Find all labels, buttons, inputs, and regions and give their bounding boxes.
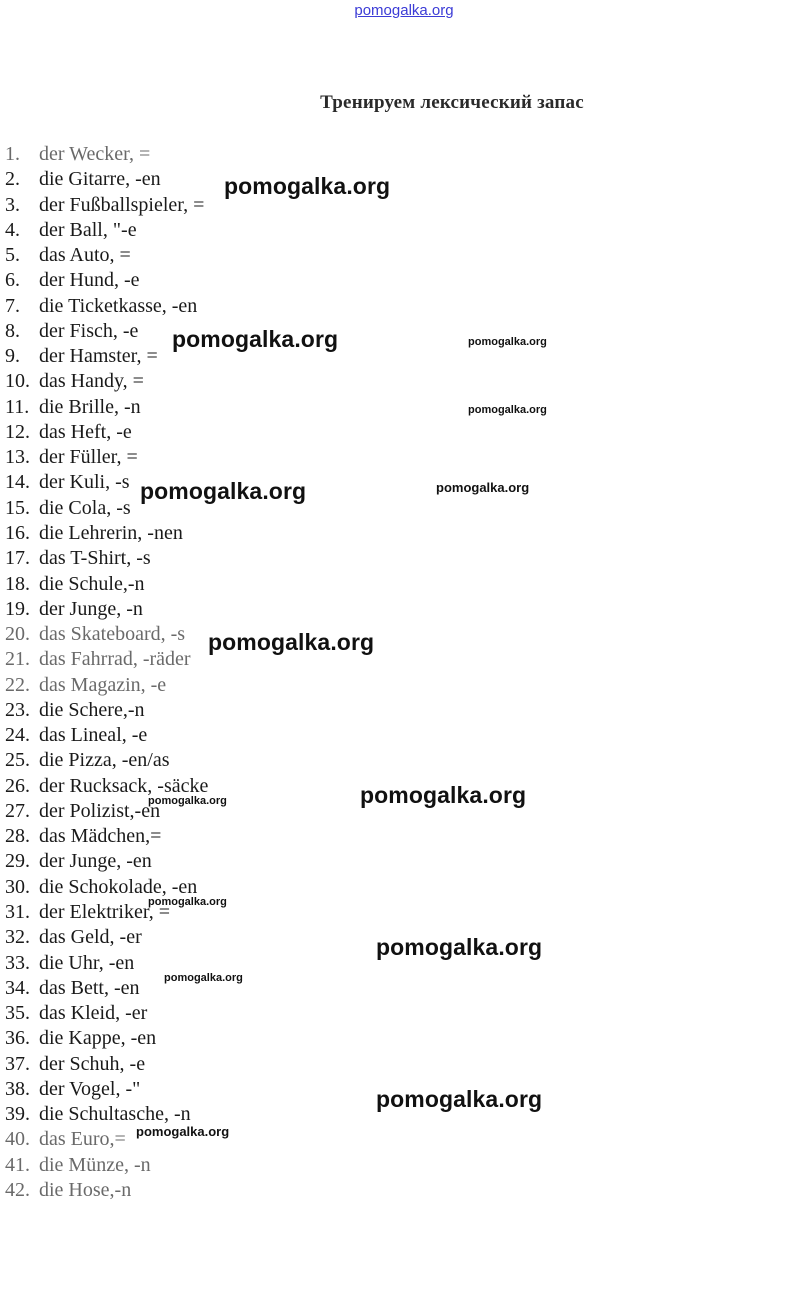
item-text: die Ticketkasse, -en <box>39 294 198 317</box>
item-number: 41. <box>5 1153 30 1176</box>
item-number: 23. <box>5 698 30 721</box>
watermark: pomogalka.org <box>360 782 527 808</box>
watermark: pomogalka.org <box>140 478 307 504</box>
item-number: 40. <box>5 1128 30 1151</box>
list-item <box>5 824 208 849</box>
item-text: die Brille, -n <box>39 395 141 418</box>
vocab-list <box>5 142 208 1203</box>
item-text: der Vogel, -" <box>39 1077 141 1100</box>
item-text: das T-Shirt, -s <box>39 547 151 570</box>
item-text: das Handy, = <box>39 370 144 393</box>
list-item <box>5 268 208 293</box>
item-text: der Kuli, -s <box>39 471 130 494</box>
watermark: pomogalka.org <box>436 480 530 495</box>
item-text: die Kappe, -en <box>39 1027 157 1050</box>
item-number: 36. <box>5 1027 30 1050</box>
list-item <box>5 218 208 243</box>
watermark: pomogalka.org <box>376 1086 543 1112</box>
item-text: der Hund, -e <box>39 269 140 292</box>
item-number: 17. <box>5 547 30 570</box>
item-number: 4. <box>5 218 20 241</box>
watermark: pomogalka.org <box>208 629 375 655</box>
item-text: das Euro,= <box>39 1128 126 1151</box>
item-text: der Junge, -en <box>39 850 152 873</box>
list-item <box>5 1052 208 1077</box>
header-link[interactable]: pomogalka.org <box>354 2 454 19</box>
item-number: 32. <box>5 926 30 949</box>
item-number: 33. <box>5 951 30 974</box>
item-text: der Fußballspieler, = <box>39 193 205 216</box>
list-item <box>5 849 208 874</box>
list-item <box>5 622 208 647</box>
item-text: das Skateboard, -s <box>39 623 186 646</box>
list-item <box>5 243 208 268</box>
watermark: pomogalka.org <box>148 795 227 807</box>
item-number: 34. <box>5 976 30 999</box>
list-item <box>5 597 208 622</box>
watermark: pomogalka.org <box>224 173 391 199</box>
list-item <box>5 1026 208 1051</box>
item-text: der Junge, -n <box>39 597 143 620</box>
list-item <box>5 420 208 445</box>
item-text: das Auto, = <box>39 244 131 267</box>
watermark: pomogalka.org <box>136 1124 230 1139</box>
item-number: 10. <box>5 370 30 393</box>
item-number: 22. <box>5 673 30 696</box>
item-number: 19. <box>5 597 30 620</box>
list-item <box>5 445 208 470</box>
list-item <box>5 1178 208 1203</box>
item-text: die Cola, -s <box>39 496 131 519</box>
item-text: der Fisch, -e <box>39 319 139 342</box>
item-text: die Lehrerin, -nen <box>39 521 183 544</box>
item-number: 15. <box>5 496 30 519</box>
list-item <box>5 167 208 192</box>
item-text: das Fahrrad, -räder <box>39 648 191 671</box>
list-item <box>5 723 208 748</box>
watermark: pomogalka.org <box>468 404 547 416</box>
list-item <box>5 193 208 218</box>
item-text: die Schule,-n <box>39 572 145 595</box>
item-number: 26. <box>5 774 30 797</box>
item-text: die Schere,-n <box>39 698 145 721</box>
item-number: 38. <box>5 1077 30 1100</box>
item-text: der Hamster, = <box>39 345 158 368</box>
item-number: 13. <box>5 446 30 469</box>
list-item <box>5 647 208 672</box>
item-number: 39. <box>5 1103 30 1126</box>
item-number: 27. <box>5 799 30 822</box>
list-item <box>5 925 208 950</box>
watermark: pomogalka.org <box>172 326 339 352</box>
item-text: die Pizza, -en/as <box>39 749 170 772</box>
item-text: der Rucksack, -säcke <box>39 774 209 797</box>
item-number: 11. <box>5 395 30 418</box>
item-number: 37. <box>5 1052 30 1075</box>
item-text: der Elektriker, = <box>39 900 170 923</box>
item-text: das Magazin, -e <box>39 673 167 696</box>
item-text: die Hose,-n <box>39 1178 132 1201</box>
watermark: pomogalka.org <box>148 896 227 908</box>
item-number: 1. <box>5 143 20 165</box>
item-text: das Kleid, -er <box>39 1002 148 1025</box>
item-number: 12. <box>5 420 30 443</box>
item-number: 6. <box>5 269 20 292</box>
item-text: die Schultasche, -n <box>39 1103 191 1126</box>
list-item <box>5 369 208 394</box>
list-item <box>5 1153 208 1178</box>
list-item <box>5 546 208 571</box>
item-number: 31. <box>5 900 30 923</box>
item-number: 29. <box>5 850 30 873</box>
item-number: 25. <box>5 749 30 772</box>
list-item <box>5 673 208 698</box>
list-item <box>5 142 208 167</box>
item-text: der Ball, "-e <box>39 218 137 241</box>
item-text: der Schuh, -e <box>39 1052 146 1075</box>
item-text: das Bett, -en <box>39 976 140 999</box>
item-text: die Schokolade, -en <box>39 875 198 898</box>
item-number: 18. <box>5 572 30 595</box>
item-number: 7. <box>5 294 20 317</box>
list-item <box>5 1001 208 1026</box>
list-item <box>5 1077 208 1102</box>
item-number: 9. <box>5 345 20 368</box>
item-number: 30. <box>5 875 30 898</box>
item-text: das Lineal, -e <box>39 724 148 747</box>
item-number: 21. <box>5 648 30 671</box>
watermark: pomogalka.org <box>164 972 243 984</box>
list-item <box>5 521 208 546</box>
watermark: pomogalka.org <box>376 934 543 960</box>
item-number: 42. <box>5 1178 30 1201</box>
item-text: der Wecker, = <box>39 143 151 165</box>
item-number: 24. <box>5 724 30 747</box>
item-text: die Gitarre, -en <box>39 168 161 191</box>
item-number: 8. <box>5 319 20 342</box>
item-text: die Münze, -n <box>39 1153 151 1176</box>
item-number: 20. <box>5 623 30 646</box>
list-item <box>5 395 208 420</box>
list-item <box>5 698 208 723</box>
item-text: der Polizist,-en <box>39 799 161 822</box>
item-text: die Uhr, -en <box>39 951 135 974</box>
watermark: pomogalka.org <box>468 336 547 348</box>
item-number: 28. <box>5 825 30 848</box>
item-number: 35. <box>5 1002 30 1025</box>
list-item <box>5 572 208 597</box>
item-number: 3. <box>5 193 20 216</box>
item-number: 14. <box>5 471 30 494</box>
item-number: 5. <box>5 244 20 267</box>
page-title: Тренируем лексический запас <box>320 92 584 113</box>
list-item <box>5 294 208 319</box>
item-number: 2. <box>5 168 20 191</box>
item-text: das Mädchen,= <box>39 825 162 848</box>
item-text: das Heft, -e <box>39 420 132 443</box>
item-number: 16. <box>5 521 30 544</box>
list-item <box>5 748 208 773</box>
item-text: der Füller, = <box>39 446 138 469</box>
item-text: das Geld, -er <box>39 926 142 949</box>
